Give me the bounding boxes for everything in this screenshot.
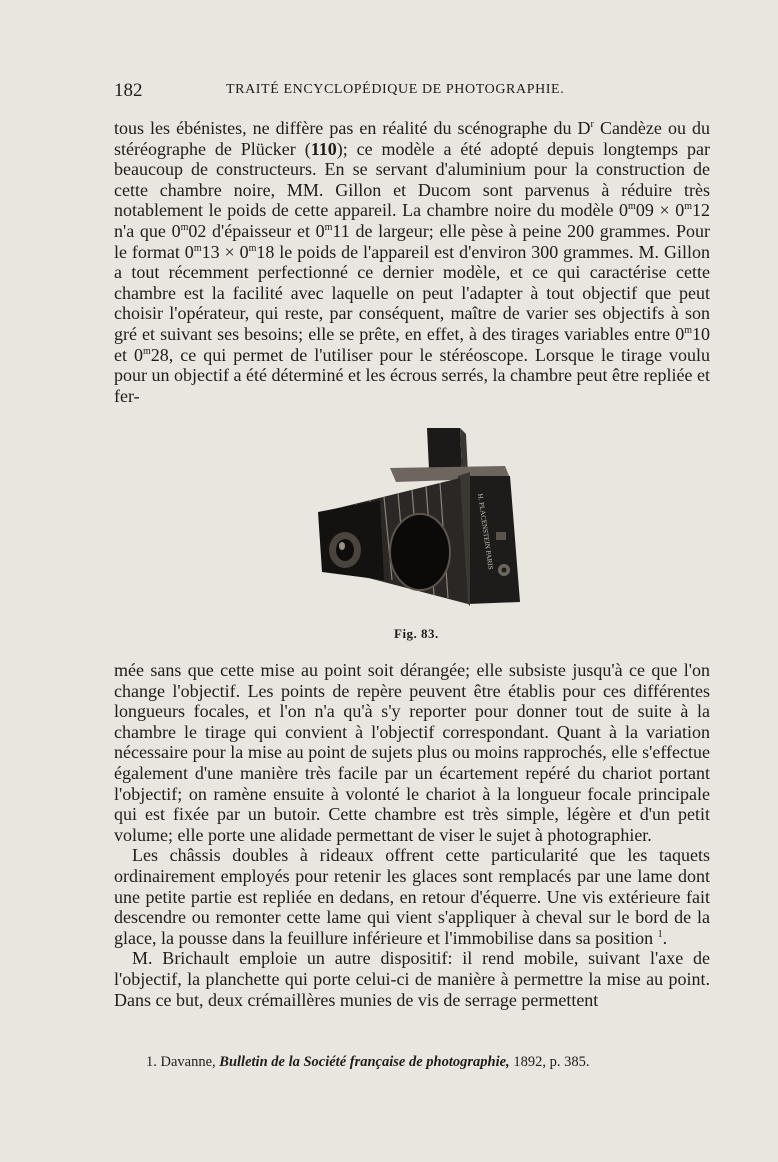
text-run: 10 et 0 [114, 323, 710, 365]
camera-illustration [310, 420, 525, 610]
text-run: ); ce modèle a été adopté depuis longtemps par beaucoup de constructeurs. En se servant d'aluminium pour la construction de cette chambre noire, MM. Gillon et Ducom sont parvenus à réduire très notablement le poids de cette appareil. La chambre noire du modèle 0 [114, 138, 710, 221]
figure-caption: Fig. 83. [394, 626, 439, 641]
paragraph-p1 [114, 118, 710, 406]
footnote [146, 1054, 706, 1071]
text-run: mée sans que cette mise au point soit dérangée; elle subsiste jusqu'à ce que l'on change l'objectif. Les points de repère peuvent être établis pour ces différentes longueurs focales, et l'on n'a qu'à s'y reporter pour donner tout de suite à la chambre le tirage qui convient à l'objectif correspondant. Quant à la variation nécessaire pour la mise au point de sujets plus ou moins rapprochés, elle s'effectue également d'une manière très facile par un écartement repéré du chariot portant l'objectif; on ramène ensuite à volonté le chariot à la longueur focale principale qui est fixée par un butoir. Cette chambre est très simple, légère et d'un petit volume; elle porte une alidade permettant de viser le sujet à photographier. [114, 660, 710, 845]
superscript: 1 [657, 928, 663, 940]
superscript: m [143, 345, 151, 357]
superscript: r [590, 119, 594, 130]
paragraph-p3 [114, 845, 710, 948]
paragraph-p4 [114, 948, 710, 1010]
footnote-number: 1. [146, 1054, 157, 1070]
text-run: 09 × 0 [635, 200, 685, 221]
superscript: m [684, 324, 692, 336]
text-run: 11 de largeur; elle pèse à peine 200 grammes. Pour le format 0 [114, 220, 710, 262]
reference-number: 110 [310, 138, 337, 159]
text-run: tous les ébénistes, ne diffère pas en réalité du scénographe du D [114, 118, 591, 138]
text-run: 12 n'a que 0 [114, 200, 710, 241]
page-number: 182 [114, 80, 143, 101]
superscript: m [180, 221, 189, 233]
text-run: 13 × 0 [201, 241, 249, 262]
text-run: 02 d'épaisseur et 0 [188, 220, 325, 241]
superscript: m [628, 201, 636, 213]
superscript: m [324, 221, 333, 233]
text-run: . [662, 927, 668, 948]
folding-camera-engraving [310, 420, 525, 610]
camera-inscription: H. PLACENSTEIN PARIS [476, 493, 495, 571]
text-run: 28, ce qui permet de l'utiliser pour le stéréoscope. Lorsque le tirage voulu pour un objectif a été déterminé et les écrous serrés, la chambre peut être repliée et fer- [114, 344, 711, 406]
footnote-rest: 1892, p. 385. [513, 1054, 590, 1070]
footnote-author: Davanne, [160, 1054, 216, 1070]
superscript: m [248, 242, 257, 254]
body-text-after-figure [114, 660, 710, 1010]
body-text-before-figure [114, 118, 710, 406]
text-run: Les châssis doubles à rideaux offrent cette particularité que les taquets ordinairement employés pour retenir les glaces sont remplacés par une lame dont une petite partie est repliée en dedans, en retour d'équerre. Une vis extérieure fait descendre ou remonter cette lame qui vient s'appliquer à cheval sur le bord de la glace, la pousse dans la feuillure inférieure et l'immobilise dans sa position [114, 845, 710, 948]
text-run: M. Brichault emploie un autre dispositif: il rend mobile, suivant l'axe de l'objectif, la planchette qui porte celui-ci de manière à permettre la mise au point. Dans ce but, deux crémaillères munies de vis de serrage permettent [114, 948, 710, 1010]
paragraph-p2 [114, 660, 710, 845]
superscript: m [684, 201, 692, 213]
page-header [114, 80, 714, 104]
text-run: Candèze ou du stéréographe de Plücker ( [114, 118, 710, 159]
text-run: 18 le poids de l'appareil est d'environ 300 grammes. M. Gillon a tout récemment perfectionné ce dernier modèle, et ce qui caractérise cette chambre est la facilité avec laquelle on peut l'adapter à tout objectif que peut choisir l'opérateur, qui reste, par conséquent, maître de varier ses objectifs à son gré et suivant ses besoins; elle se prête, en effet, à des tirages variables entre 0 [114, 241, 710, 344]
running-title: TRAITÉ ENCYCLOPÉDIQUE DE PHOTOGRAPHIE. [226, 82, 565, 97]
footnote-title: Bulletin de la Société française de photographie, [219, 1054, 510, 1070]
superscript: m [193, 242, 202, 254]
